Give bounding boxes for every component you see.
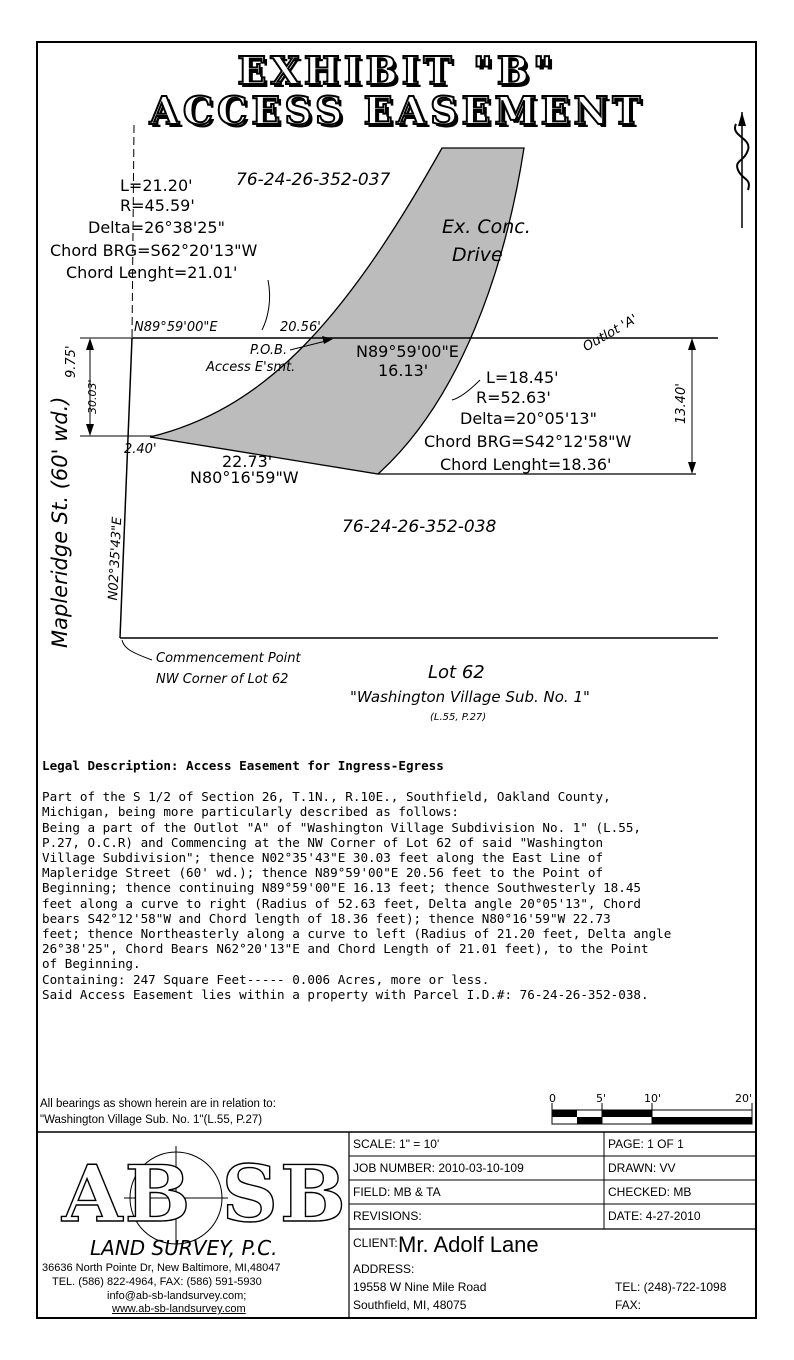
subdivision-label: "Washington Village Sub. No. 1" — [350, 688, 590, 706]
commencement-label: Commencement Point — [156, 651, 301, 666]
checked-cell: CHECKED: MB — [608, 1185, 692, 1199]
commencement-sub-label: NW Corner of Lot 62 — [156, 672, 289, 687]
dim-13-40: 13.40' — [674, 383, 689, 424]
lot-62-label: Lot 62 — [428, 662, 485, 683]
legal-description — [42, 758, 742, 1002]
distance-16-13: 16.13' — [378, 361, 429, 380]
pob-sub-label: Access E'smt. — [206, 360, 296, 375]
legal-line: Village Subdivision"; thence N02°35'43"E 30.03 feet along the East Line of — [42, 850, 604, 866]
legal-line: Michigan, being more particularly described as follows: — [42, 804, 460, 820]
legal-line: 26°38'25", Chord Bears N62°20'13"E and Chord Length of 21.01 feet), to the Point — [42, 941, 649, 957]
dim-9-75: 9.75' — [64, 345, 79, 378]
legal-line: Part of the S 1/2 of Section 26, T.1N., R.10E., Southfield, Oakland County, — [42, 789, 611, 805]
legal-line: bears S42°12'58"W and Chord length of 18.36 feet); thence N80°16'59"W 22.73 — [42, 910, 611, 926]
outlot-label: Outlot 'A' — [580, 311, 641, 355]
company-address: 36636 North Pointe Dr, New Baltimore, MI,48047 — [42, 1262, 281, 1274]
legal-line: of Beginning. — [42, 956, 141, 972]
curve1-chord-bearing: Chord BRG=S62°20'13"W — [50, 241, 258, 260]
exhibit-title: EXHIBIT "B" — [237, 48, 557, 93]
page-cell: PAGE: 1 OF 1 — [608, 1137, 684, 1151]
company-website[interactable]: www.ab-sb-landsurvey.com — [112, 1303, 246, 1315]
curve2-chord-bearing: Chord BRG=S42°12'58"W — [424, 432, 632, 451]
parcel-south-label: 76-24-26-352-038 — [342, 517, 497, 537]
street-east-line — [120, 338, 132, 638]
street-name: Mapleridge St. (60' wd.) — [48, 396, 72, 648]
revisions-cell: REVISIONS: — [353, 1209, 422, 1223]
address-label: ADDRESS: — [353, 1262, 415, 1276]
scale-label-5: 5' — [596, 1092, 607, 1105]
distance-20-56: 20.56' — [280, 320, 321, 335]
field-cell: FIELD: MB & TA — [353, 1185, 441, 1199]
legal-line: feet; thence Northeasterly along a curve to left (Radius of 21.20 feet, Delta angle — [42, 926, 672, 942]
client-name: Mr. Adolf Lane — [398, 1232, 539, 1257]
legal-line: P.27, O.C.R) and Commencing at the NW Corner of Lot 62 of said "Washington — [42, 834, 604, 850]
drive-label-2: Drive — [452, 244, 503, 266]
dim-30-03: 30.03' — [86, 379, 99, 414]
bearings-note-ref: "Washington Village Sub. No. 1"(L.55, P.27) — [40, 1114, 263, 1126]
legal-heading: Legal Description: Access Easement for Ingress-Egress — [42, 758, 444, 773]
scale-label-10: 10' — [644, 1092, 662, 1105]
bearing-vertical: N02°35'43"E — [106, 516, 126, 601]
dim-2-40: 2.40' — [124, 442, 157, 457]
legal-line: Mapleridge Street (60' wd.); thence N89°59'00"E 20.56 feet to the Point of — [42, 865, 604, 881]
company-email[interactable]: info@ab-sb-landsurvey.com; — [107, 1290, 247, 1302]
curve2-delta: Delta=20°05'13" — [460, 409, 597, 428]
bearing-16-13: N89°59'00"E — [356, 342, 459, 361]
scale-cell: SCALE: 1" = 10' — [353, 1137, 440, 1151]
curve1-chord-length: Chord Lenght=21.01' — [66, 263, 238, 282]
curve1-delta: Delta=26°38'25" — [88, 218, 225, 237]
legal-line: Containing: 247 Square Feet----- 0.006 Acres, more or less. — [42, 971, 490, 987]
curve1-length: L=21.20' — [120, 176, 193, 195]
legal-line: Being a part of the Outlot "A" of "Washington Village Subdivision No. 1" (L.55, — [42, 819, 641, 835]
legal-line: Said Access Easement lies within a property with Parcel I.D.#: 76-24-26-352-038. — [42, 986, 649, 1002]
company-name: LAND SURVEY, P.C. — [90, 1236, 278, 1260]
scale-bar — [552, 1103, 752, 1124]
company-phone: TEL. (586) 822-4964, FAX: (586) 591-5930 — [52, 1276, 262, 1288]
curve2-radius: R=52.63' — [476, 388, 551, 407]
company-logo-text: AB SB — [62, 1149, 348, 1240]
parcel-north-label: 76-24-26-352-037 — [236, 170, 391, 190]
bearing-n80: N80°16'59"W — [190, 468, 299, 487]
scale-label-0: 0 — [549, 1092, 556, 1105]
curve1-radius: R=45.59' — [120, 196, 195, 215]
date-cell: DATE: 4-27-2010 — [608, 1209, 701, 1223]
curve2-chord-length: Chord Lenght=18.36' — [440, 455, 612, 474]
liber-page-label: (L.55, P.27) — [430, 712, 487, 723]
job-number-cell: JOB NUMBER: 2010-03-10-109 — [353, 1161, 524, 1175]
client-tel: TEL: (248)-722-1098 — [615, 1280, 727, 1294]
legal-line: feet along a curve to right (Radius of 52.63 feet, Delta angle 20°05'13", Chord — [42, 895, 641, 911]
bearings-note: All bearings as shown herein are in relation to: — [40, 1098, 276, 1110]
curve2-length: L=18.45' — [486, 368, 559, 387]
pob-label: P.O.B. — [250, 343, 288, 358]
client-label: CLIENT: — [353, 1236, 398, 1250]
client-fax: FAX: — [615, 1298, 642, 1312]
legal-line: Beginning; thence continuing N89°59'00"E 16.13 feet; thence Southwesterly 18.45 — [42, 880, 641, 896]
address-line-1: 19558 W Nine Mile Road — [353, 1280, 487, 1294]
drive-label-1: Ex. Conc. — [442, 216, 531, 238]
easement-title: ACCESS EASEMENT — [149, 88, 645, 133]
distance-22-73: 22.73' — [222, 452, 273, 471]
address-line-2: Southfield, MI, 48075 — [353, 1298, 467, 1312]
drawn-cell: DRAWN: VV — [608, 1161, 676, 1175]
bearing-top-left: N89°59'00"E — [134, 320, 218, 335]
scale-label-20: 20' — [735, 1092, 753, 1105]
